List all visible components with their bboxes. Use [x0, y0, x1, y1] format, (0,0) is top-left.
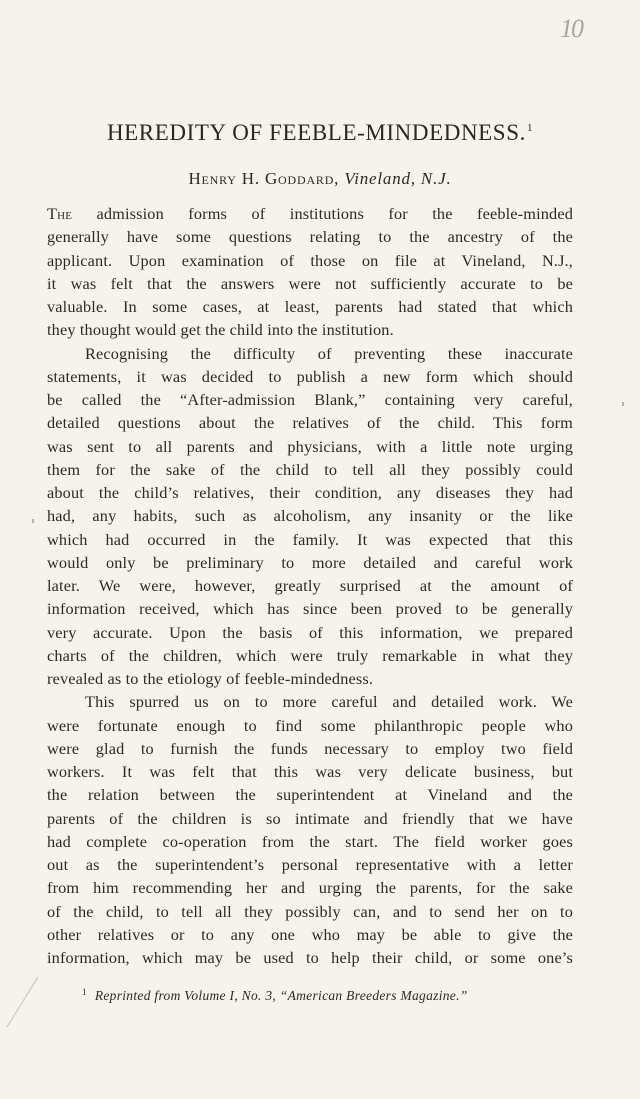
text-line: later. We were, however, greatly surprised at the amount of — [47, 576, 573, 595]
text-line: The admission forms of institutions for the feeble-minded — [47, 204, 573, 223]
text-line: generally have some questions relating to the ancestry of the — [47, 227, 573, 247]
text-line: revealed as to the etiology of feeble-mindedness. — [47, 669, 374, 688]
author-location: Vineland, N.J. — [344, 169, 452, 188]
text-line: be called the “After-admission Blank,” containing very careful, — [47, 390, 573, 409]
footnote-source: Reprinted from Volume I, No. 3, — [94, 988, 277, 1003]
article-title — [0, 120, 640, 146]
text-line: they thought would get the child into the institution. — [47, 320, 394, 340]
text-line: them for the sake of the child to tell all they possibly could — [47, 459, 573, 479]
text-line: of the child, to tell all they possibly can, and to send her on to — [47, 901, 573, 921]
text-line: very accurate. Upon the basis of this information, we prepared — [47, 622, 573, 642]
footnote — [82, 987, 468, 1004]
text-line: workers. It was felt that this was very delicate business, but — [47, 762, 573, 781]
text-line: other relatives or to any one who may be able to give the — [47, 924, 573, 944]
handwritten-page-number: 10 — [560, 14, 582, 43]
text-line: applicant. Upon examination of those on file at Vineland, N.J., — [47, 250, 573, 270]
text-line: This spurred us on to more careful and detailed work. We — [85, 692, 573, 712]
text-line: parents of the children is so intimate and friendly that we have — [47, 808, 573, 828]
text-line: were fortunate enough to find some philanthropic people who — [47, 715, 573, 735]
text-line: from him recommending her and urging the parents, for the sake — [47, 878, 573, 898]
text-line: had complete co-operation from the start. The field worker goes — [47, 831, 573, 851]
text-line: would only be preliminary to more detailed and careful work — [47, 552, 573, 572]
text-line: the relation between the superintendent at Vineland and the — [47, 785, 573, 805]
pencil-stroke-mark — [4, 975, 40, 1030]
text-line: information, which may be used to help their child, or some one’s — [47, 948, 573, 967]
text-line: charts of the children, which were truly remarkable in what they — [47, 645, 573, 665]
title-footnote-mark: 1 — [526, 122, 534, 134]
margin-speck — [32, 519, 34, 523]
footnote-publication: “American Breeders Magazine.” — [279, 988, 468, 1003]
text-line: was sent to all parents and physicians, with a little note urging — [47, 436, 573, 456]
text-line: detailed questions about the relatives of the child. This form — [47, 413, 573, 433]
article-title-text: HEREDITY OF FEEBLE-MINDEDNESS. — [106, 120, 526, 145]
footnote-mark: 1 — [82, 987, 87, 997]
text-line: out as the superintendent’s personal representative with a letter — [47, 855, 573, 874]
text-line: information received, which has since been proved to be generally — [47, 599, 573, 619]
opening-word: The — [47, 204, 73, 223]
text-line: about the child’s relatives, their condition, any diseases they had — [47, 483, 573, 502]
text-line: had, any habits, such as alcoholism, any insanity or the like — [47, 506, 573, 526]
author-name: Henry H. Goddard, — [188, 169, 340, 188]
text-line: Recognising the difficulty of preventing these inaccurate — [85, 343, 573, 363]
text-line: were glad to furnish the funds necessary to employ two field — [47, 738, 573, 758]
text-line: which had occurred in the family. It was expected that this — [47, 529, 573, 549]
article-body — [47, 202, 573, 969]
text-line: valuable. In some cases, at least, parents had stated that which — [47, 297, 573, 316]
author-byline — [0, 169, 640, 189]
text-line: statements, it was decided to publish a new form which should — [47, 366, 573, 386]
margin-speck — [622, 402, 624, 406]
text-line: it was felt that the answers were not sufficiently accurate to be — [47, 273, 573, 293]
